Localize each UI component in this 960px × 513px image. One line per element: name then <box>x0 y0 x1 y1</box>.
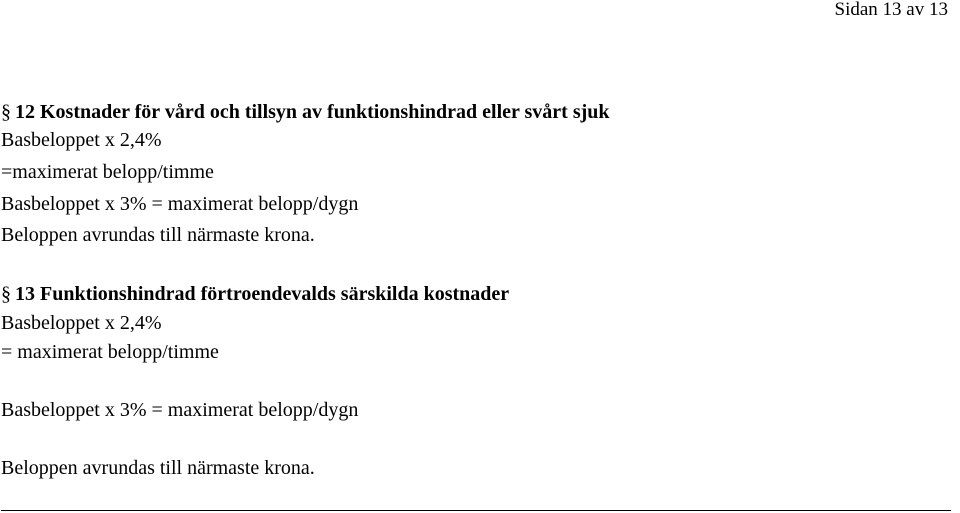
bottom-rule <box>1 510 951 511</box>
section-12-line-4: Beloppen avrundas till närmaste krona. <box>1 224 315 246</box>
page-number: Sidan 13 av 13 <box>834 0 948 20</box>
section-13-line-3: Basbeloppet x 3% = maximerat belopp/dygn <box>1 399 359 421</box>
paragraph-sign: § <box>1 283 11 305</box>
section-heading-text: 12 Kostnader för vård och tillsyn av funktionshindrad eller svårt sjuk <box>15 101 610 123</box>
section-heading-text: 13 Funktionshindrad förtroendevalds särskilda kostnader <box>15 283 510 305</box>
section-12-line-3: Basbeloppet x 3% = maximerat belopp/dygn <box>1 193 359 215</box>
paragraph-sign: § <box>1 101 11 123</box>
section-13-line-4: Beloppen avrundas till närmaste krona. <box>1 457 315 479</box>
section-13-line-2: = maximerat belopp/timme <box>1 341 219 363</box>
section-13-line-1: Basbeloppet x 2,4% <box>1 312 162 334</box>
section-12-heading <box>1 99 610 125</box>
section-12-line-1: Basbeloppet x 2,4% <box>1 129 162 151</box>
section-12-line-2: =maximerat belopp/timme <box>1 161 214 183</box>
section-13-heading <box>1 281 509 307</box>
